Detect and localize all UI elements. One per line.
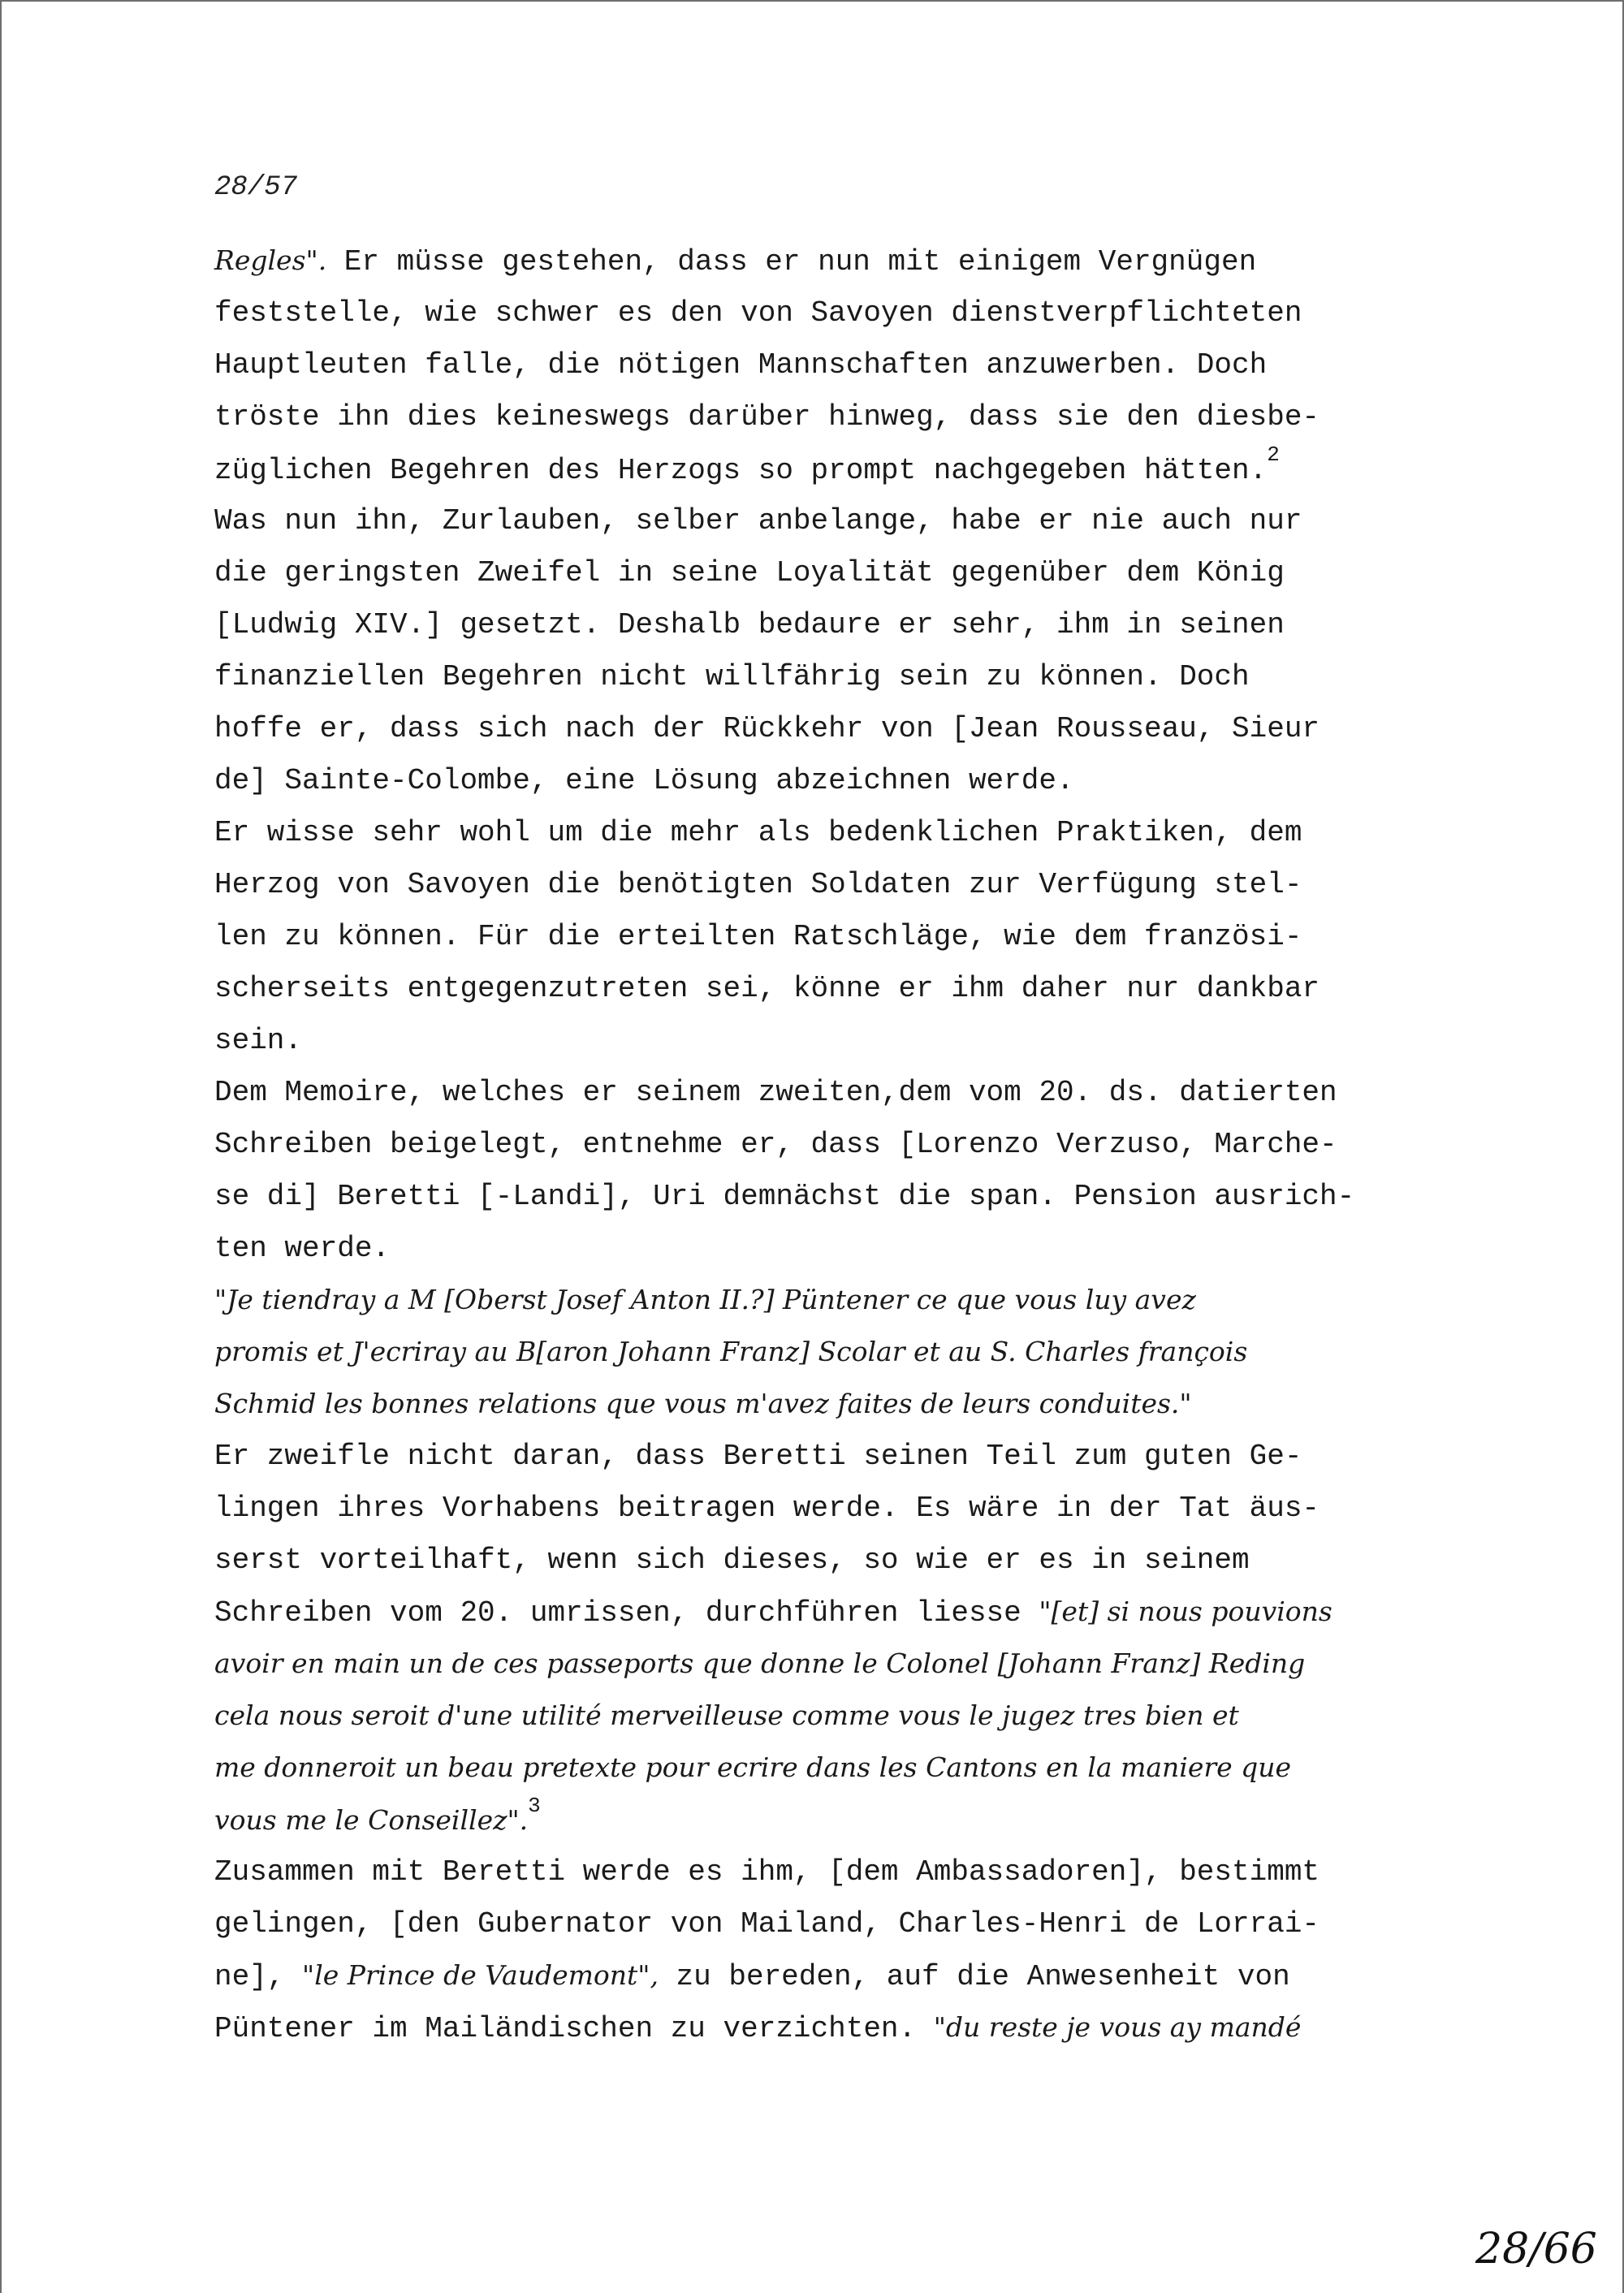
quote-line: avoir en main un de ces passeports que donne le Colonel [Johann Franz] Reding [214,1647,1306,1679]
text-line: se di] Beretti [-Landi], Uri demnächst die span. Pension ausrich- [214,1180,1355,1213]
text-line: scherseits entgegenzutreten sei, könne er ihm daher nur dankbar [214,972,1320,1005]
footnote-marker: 2 [1267,443,1280,467]
text-line: Er zweifle nicht daran, dass Beretti seinen Teil zum guten Ge- [214,1440,1302,1473]
text-line: züglichen Begehren des Herzogs so prompt nachgegeben hätten.$^2$ [214,443,1280,487]
quote-line: cela nous seroit d'une utilité merveilleuse comme vous le jugez tres bien et [214,1699,1239,1731]
text-line: finanziellen Begehren nicht willfährig sein zu können. Doch [214,660,1250,693]
text-line: Herzog von Savoyen die benötigten Soldaten zur Verfügung stel- [214,868,1302,901]
text-line: Zusammen mit Beretti werde es ihm, [dem Ambassadoren], bestimmt [214,1855,1320,1889]
quote-line: me donneroit un beau pretexte pour ecrire dans les Cantons en la maniere que [214,1751,1292,1783]
text-line: Regles". Er müsse gestehen, dass er nun mit einigem Vergnügen [214,244,1257,279]
text-line: feststelle, wie schwer es den von Savoyen dienstverpflichteten [214,296,1302,330]
text-line: sein. [214,1024,303,1057]
text-line: Püntener im Mailändischen zu verzichten. "du reste je vous ay mandé [214,2011,1302,2045]
text-line: lingen ihres Vorhabens beitragen werde. Es wäre in der Tat äus- [214,1492,1320,1525]
quote-line: promis et J'ecriray au B[aron Johann Franz] Scolar et au S. Charles françois [214,1336,1248,1367]
archive-stamp: 28/66 [1475,2225,1597,2274]
text-line: Was nun ihn, Zurlauben, selber anbelange, habe er nie auch nur [214,504,1302,538]
text-line: Dem Memoire, welches er seinem zweiten,dem vom 20. ds. datierten [214,1076,1337,1109]
text-line: de] Sainte-Colombe, eine Lösung abzeichnen werde. [214,764,1074,797]
text-line: ne], "le Prince de Vaudemont", zu bereden, auf die Anwesenheit von [214,1959,1290,1993]
text-line: ten werde. [214,1232,391,1265]
text-line: Hauptleuten falle, die nötigen Mannschaften anzuwerben. Doch [214,348,1268,382]
quote-line: vous me le Conseillez".$^3$ [214,1794,541,1836]
text-line: len zu können. Für die erteilten Ratschläge, wie dem französi- [214,920,1302,953]
text-line: die geringsten Zweifel in seine Loyalität gegenüber dem König [214,556,1285,589]
quote-line: "Je tiendray a M [Oberst Josef Anton II.?] Püntener ce que vous luy avez [214,1284,1196,1315]
text-line: gelingen, [den Gubernator von Mailand, Charles-Henri de Lorrai- [214,1907,1320,1941]
page-number: 28/57 [214,172,298,203]
text-line: serst vorteilhaft, wenn sich dieses, so wie er es in seinem [214,1544,1250,1577]
text-line: Er wisse sehr wohl um die mehr als bedenklichen Praktiken, dem [214,816,1302,849]
text-line: Schreiben beigelegt, entnehme er, dass [Lorenzo Verzuso, Marche- [214,1128,1337,1161]
quote-line: Schmid les bonnes relations que vous m'avez faites de leurs conduites." [214,1388,1192,1419]
text-line: Schreiben vom 20. umrissen, durchführen liesse "[et] si nous pouvions [214,1596,1332,1630]
footnote-marker: 3 [528,1794,541,1818]
text-line: hoffe er, dass sich nach der Rückkehr von [Jean Rousseau, Sieur [214,712,1320,745]
text-line: [Ludwig XIV.] gesetzt. Deshalb bedaure er sehr, ihm in seinen [214,608,1285,641]
text-line: tröste ihn dies keineswegs darüber hinweg, dass sie den diesbe- [214,400,1320,434]
